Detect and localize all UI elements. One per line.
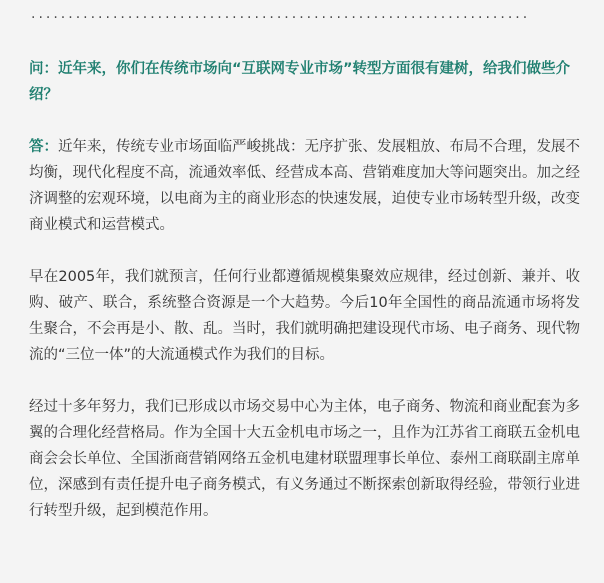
paragraph-achievements: 经过十多年努力，我们已形成以市场交易中心为主体，电子商务、物流和商业配套为多翼的合理化经营格局。作为全国十大五金机电市场之一，且作为江苏省工商联五金机电商会会长单位、全国浙商营销网络五金机电建材联盟理事长单位、泰州工商联副主席单位，深感到有责任提升电子商务模式，有义务通过不断探索创新取得经验，带领行业进行转型升级，起到模范作用。 [29,399,580,519]
paragraph-history: 早在2005年，我们就预言，任何行业都遵循规模集聚效应规律，经过创新、兼并、收购、破产、联合，系统整合资源是一个大趋势。今后10年全国性的商品流通市场将发生聚合，不会再是小、散、乱。当时，我们就明确把建设现代市场、电子商务、现代物流的“三位一体”的大流通模式作为我们的目标。 [29,269,580,363]
dotted-divider: ··································································· [31,10,531,26]
interview-question: 问：近年来，你们在传统市场向“互联网专业市场”转型方面很有建树，给我们做些介绍？ [29,61,571,103]
interview-answer [29,134,580,238]
answer-label: 答： [29,139,58,155]
answer-text: 近年来，传统专业市场面临严峻挑战：无序扩张、发展粗放、布局不合理，发展不均衡，现代化程度不高，流通效率低、经营成本高、营销难度加大等问题突出。加之经济调整的宏观环境，以电商为主的商业形态的快速发展，迫使专业市场转型升级，改变商业模式和运营模式。 [29,139,580,233]
